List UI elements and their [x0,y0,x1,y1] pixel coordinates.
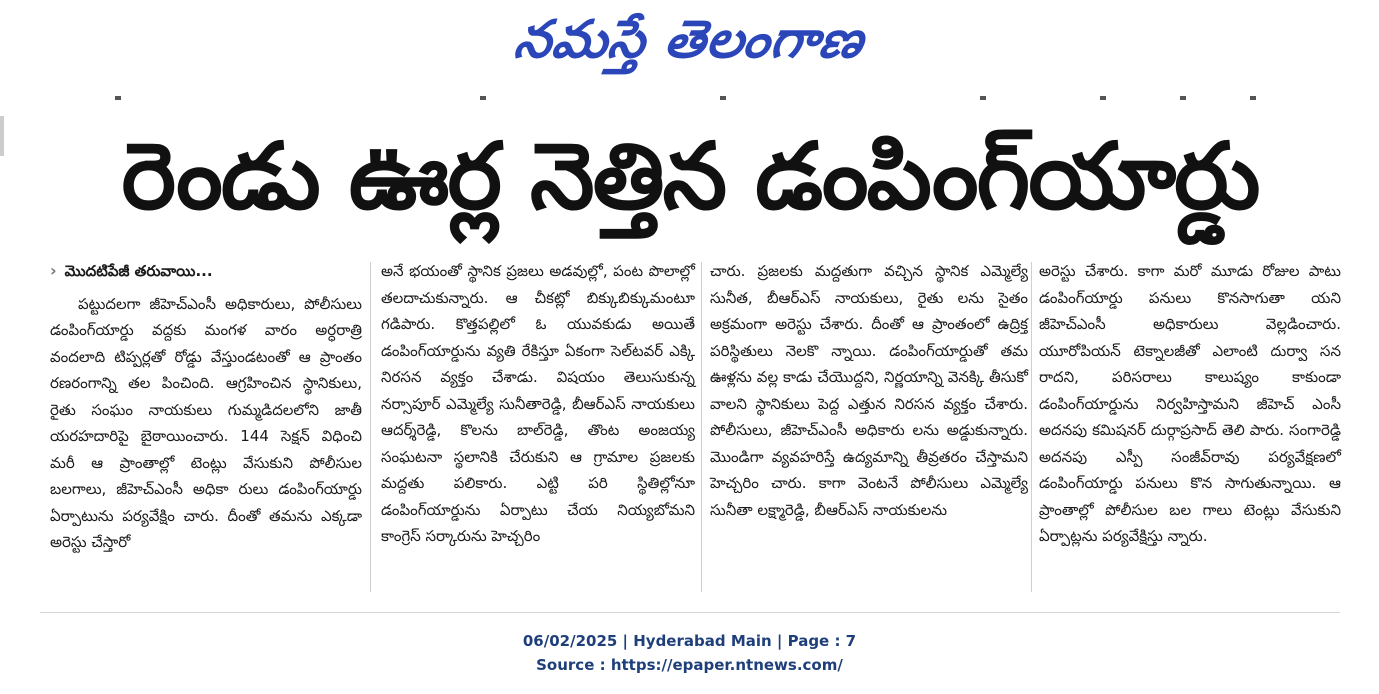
footer-divider [40,612,1340,613]
article-column-3 [710,258,1028,523]
edition-info: 06/02/2025 | Hyderabad Main | Page : 7 [522,632,857,650]
newspaper-logo: నమస్తే తెలంగాణ [510,10,869,70]
source-link[interactable]: Source : https://epaper.ntnews.com/ [536,656,843,674]
column-text: అరెస్టు చేశారు. కాగా మరో మూడు రోజుల పాటు డంపింగ్‌యార్డు పనులు కొనసాగుతా యని జీహెచ్‌ఎంసీ అధికారులు వెల్లడించారు. యూరోపియన్ టెక్నాలజీతో ఎలాంటి దుర్వా సన రాదని, పరిసరాలు కాలుష్యం కాకుండా డంపింగ్‌యార్డును నిర్వహిస్తామని జీహెచ్ ఎంసీ అదనపు కమిషనర్ దుర్గాప్రసాద్ తెలి పారు. సంగారెడ్డి అదనపు ఎస్పీ సంజీవ్‌రావు పర్యవేక్షణలో డంపింగ్‌యార్డు పనులు కొన సాగుతున్నాయి. ఆ ప్రాంతాల్లో పోలీసుల బల గాలు టెంట్లు వేసుకుని ఏర్పాట్లను పర్యవేక్షిస్తు న్నారు. [1039,262,1341,545]
column-divider [370,262,371,592]
column-divider [701,262,702,592]
kicker-label: మొదటిపేజీ తరువాయి... [64,262,213,280]
chevron-right-icon: › [50,261,57,280]
article-column-2 [381,258,695,550]
article-column-1 [50,258,362,556]
masthead [0,8,1379,78]
article-column-4 [1039,258,1341,550]
column-text: పట్టుదలగా జీహెచ్‌ఎంసీ అధికారులు, పోలీసులు డంపింగ్‌యార్డు వద్దకు మంగళ వారం అర్ధరాత్రి వందలాది టిప్పర్లతో రోడ్డు వేస్తుండటంతో ఆ ప్రాంతం రణరంగాన్ని తల పించింది. ఆగ్రహించిన స్థానికులు, రైతు సంఘం నాయకులు గుమ్మడిదలలోని జాతీ యరహదారిపై బైఠాయించారు. 144 సెక్షన్ విధించి మరీ ఆ ప్రాంతాల్లో టెంట్లు వేసుకుని పోలీసుల బలగాలు, జీహెచ్‌ఎంసీ అధికా రులు డంపింగ్‌యార్డు ఏర్పాటును పర్యవేక్షిం చారు. దీంతో తమను ఎక్కడా అరెస్టు చేస్తారో [50,294,362,551]
article-headline: రెండు ఊర్ల నెత్తిన డంపింగ్‌యార్డు [121,123,1259,230]
column-divider [1031,262,1032,592]
masthead-dotted-strip [40,96,1340,104]
column-text: అనే భయంతో స్థానిక ప్రజలు అడవుల్లో, పంట పొలాల్లో తలదాచుకున్నారు. ఆ చీకట్లో బిక్కుబిక్కుమంటూ గడిపారు. కొత్తపల్లిలో ఓ యువకుడు అయితే డంపింగ్‌యార్డును వ్యతి రేకిస్తూ ఏకంగా సెల్‌టవర్ ఎక్కి నిరసన వ్యక్తం చేశాడు. విషయం తెలుసుకున్న నర్సాపూర్ ఎమ్మెల్యే సునీతారెడ్డి, బీఆర్‌ఎస్ నాయకులు ఆదర్శ్‌రెడ్డి, కొలను బాల్‌రెడ్డి, తొంట అంజయ్య సంఘటనా స్థలానికి చేరుకుని ఆ గ్రామాల ప్రజలకు మద్దతు పలికారు. ఎట్టి పరి స్థితిల్లోనూ డంపింగ్‌యార్డును ఏర్పాటు చేయ నియ్యబోమని కాంగ్రెస్ సర్కారును హెచ్చరిం [381,262,695,545]
page-edge-rule [0,116,4,156]
continuation-kicker [50,258,362,285]
column-text: చారు. ప్రజలకు మద్దతుగా వచ్చిన స్థానిక ఎమ్మెల్యే సునీత, బీఆర్‌ఎస్ నాయకులు, రైతు లను సైతం అక్రమంగా అరెస్టు చేశారు. దీంతో ఆ ప్రాంతంలో ఉద్రిక్త పరిస్థితులు నెలకొ న్నాయి. డంపింగ్‌యార్డుతో తమ ఊళ్లను వల్ల కాడు చేయొద్దని, నిర్ణయాన్ని వెనక్కి తీసుకో వాలని స్థానికులు పెద్ద ఎత్తున నిరసన వ్యక్తం చేశారు. పోలీసులు, జీహెచ్‌ఎంసీ అధికారు లను అడ్డుకున్నారు. మొండిగా వ్యవహరిస్తే ఉద్యమాన్ని తీవ్రతరం చేస్తామని హెచ్చరిం చారు. కాగా వెంటనే పోలీసులు ఎమ్మెల్యే సునీతా లక్ష్మారెడ్డి, బీఆర్‌ఎస్ నాయకులను [710,262,1028,519]
